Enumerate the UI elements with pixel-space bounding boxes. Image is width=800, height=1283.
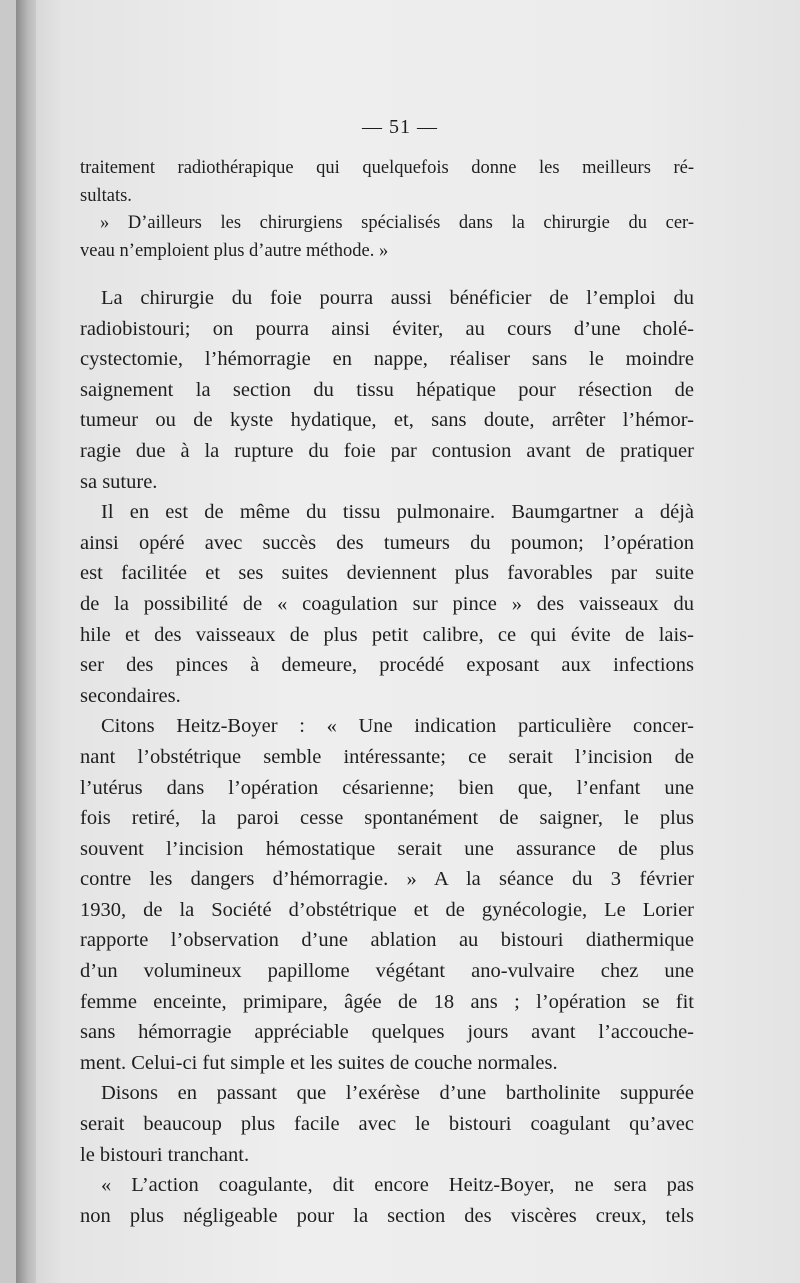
text-line: fois retiré, la paroi cesse spontanément de saigner, le plus [80,807,694,830]
text-line: est facilitée et ses suites deviennent plus favorables par suite [80,562,694,585]
text-line: Il en est de même du tissu pulmonaire. Baumgartner a déjà [101,501,694,524]
text-line: contre les dangers d’hémorragie. » A la séance du 3 février [80,868,694,891]
text-line: le bistouri tranchant. [80,1143,250,1166]
text-line: cystectomie, l’hémorragie en nappe, réaliser sans le moindre [80,348,694,371]
text-line: l’utérus dans l’opération césarienne; bien que, l’enfant une [80,776,694,799]
text-line: ainsi opéré avec succès des tumeurs du poumon; l’opération [80,531,694,554]
text-line: « L’action coagulante, dit encore Heitz-Boyer, ne sera pas [101,1174,694,1197]
text-line: serait beaucoup plus facile avec le bistouri coagulant qu’avec [80,1113,694,1136]
text-line: La chirurgie du foie pourra aussi bénéficier de l’emploi du [101,287,694,309]
text-line: ragie due à la rupture du foie par contusion avant de pratiquer [80,439,694,462]
page-number: — 51 — [362,116,438,138]
text-line: Disons en passant que l’exérèse d’une bartholinite suppurée [101,1082,694,1105]
text-line: tumeur ou de kyste hydatique, et, sans doute, arrêter l’hémor- [80,409,694,432]
text-line: 1930, de la Société d’obstétrique et de gynécologie, Le Lorier [80,898,694,921]
text-line: traitement radiothérapique qui quelquefois donne les meilleurs ré- [80,158,694,178]
text-line: » D’ailleurs les chirurgiens spécialisés dans la chirurgie du cer- [100,213,694,233]
text-line: radiobistouri; on pourra ainsi éviter, au cours d’une cholé- [80,317,694,340]
text-line: souvent l’incision hémostatique serait une assurance de plus [80,837,694,860]
section-gap [80,265,694,283]
text-line: secondaires. [80,684,181,707]
text-line: femme enceinte, primipare, âgée de 18 ans ; l’opération se fit [80,990,694,1013]
text-line: ment. Celui-ci fut simple et les suites de couche normales. [80,1051,558,1074]
text-line: sa suture. [80,470,158,493]
text-line: sans hémorragie appréciable quelques jours avant l’accouche- [80,1021,694,1044]
text-line: saignement la section du tissu hépatique pour résection de [80,378,694,401]
text-line: sultats. [80,185,132,206]
text-line: d’un volumineux papillome végétant ano-vulvaire chez une [80,960,694,983]
text-line: ser des pinces à demeure, procédé exposant aux infections [80,654,694,677]
text-line: non plus négligeable pour la section des viscères creux, tels [80,1204,694,1227]
text-line: Citons Heitz-Boyer : « Une indication particulière concer- [101,715,694,738]
binding-shadow [16,0,36,1283]
text-line: rapporte l’observation d’une ablation au bistouri diathermique [80,929,694,952]
text-line: veau n’emploient plus d’autre méthode. » [80,240,389,261]
text-line: hile et des vaisseaux de plus petit calibre, ce qui évite de lais- [80,623,694,646]
text-line: nant l’obstétrique semble intéressante; ce serait l’incision de [80,745,694,768]
text-line: de la possibilité de « coagulation sur pince » des vaisseaux du [80,592,694,615]
body-text [80,155,694,1231]
